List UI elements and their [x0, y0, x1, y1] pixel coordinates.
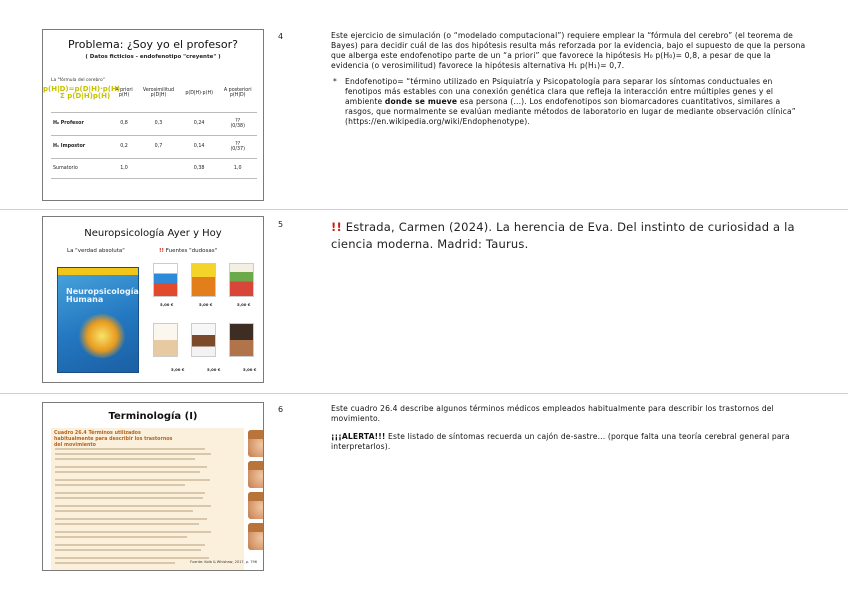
text-line — [55, 505, 211, 507]
text-line — [55, 557, 209, 559]
notes-paragraph: Este ejercicio de simulación (o “modelado computacional”) requiere emplear la “fórmula del cerebro” (el teorema de Bayes) para decidir cuál de las dos hipótesis resulta más reforzada por la evidencia, bajo el supuesto de que la persona que alberga este endofenotipo parte de un “a priori” que favorece la hipótesis H₀ p(H₀)= 0,8, a pesar de que la evidencia (o verosimilitud) favorece la hipótesis alternativa H₁ p(H₁)= 0,7. — [331, 31, 806, 70]
book-cover-thumbnail — [229, 323, 254, 357]
text-line — [55, 562, 175, 564]
slide-separator — [0, 393, 848, 394]
formula-label: La "fórmula del cerebro" — [51, 78, 105, 83]
notes-alert — [331, 432, 801, 452]
table-cell: 0,14 — [180, 135, 219, 158]
slide-subtitle: ( Datos ficticios - endofenotipo "creyente" ) — [85, 54, 221, 60]
price-label: 5,00 € — [243, 367, 257, 372]
text-line — [55, 453, 211, 455]
price-label: 5,00 € — [160, 302, 174, 307]
table-cell: 0,2 — [111, 135, 137, 158]
cover-band — [58, 268, 138, 275]
face-photo — [248, 461, 264, 488]
text-line — [55, 458, 195, 460]
text-line — [55, 549, 201, 551]
row-label: Sumatorio — [51, 158, 111, 178]
footnote-star: * — [333, 77, 337, 86]
bayes-formula-image: p(H|D)=p(D|H)·p(H) Σ p(D|H)p(H) — [43, 85, 121, 100]
column-header: A posteriori p(H|D) — [218, 75, 257, 112]
text-line — [55, 544, 205, 546]
price-label: 5,00 € — [207, 367, 221, 372]
price-label: 5,00 € — [171, 367, 185, 372]
row-label: H₁ Impostor — [51, 135, 111, 158]
table-cell: 0,38 — [180, 158, 219, 178]
slide-number: 5 — [278, 220, 284, 229]
text-line — [55, 448, 205, 450]
brain-glow-image — [78, 314, 126, 358]
table-cell: 0,7 — [137, 135, 180, 158]
face-photo — [248, 430, 264, 457]
text-line — [55, 536, 187, 538]
footnote-text: Endofenotipo= “término utilizado en Psiquiatría y Psicopatología para separar los síntomas conductuales en fenotipos más estables con una conexión genética clara que refleja la interacción entre múltiples genes y el ambiente — [345, 77, 774, 106]
book-cover-thumbnail — [191, 263, 216, 297]
price-label: 5,00 € — [199, 302, 213, 307]
alert-text: Este listado de síntomas recuerda un cajón de-sastre... (porque falta una teoría cerebral general para interpretarlos). — [331, 432, 790, 451]
book-cover-thumbnail — [191, 323, 216, 357]
face-photo — [248, 523, 264, 550]
slide-notes — [331, 31, 811, 127]
bayes-table — [43, 75, 257, 179]
slide-title: Neuropsicología Ayer y Hoy — [84, 228, 222, 239]
slide-title: Problema: ¿Soy yo el profesor? — [68, 38, 238, 51]
slide-title: Terminología (I) — [108, 411, 198, 422]
textbook-cover-image — [57, 267, 139, 373]
table-cell: 0,24 — [180, 112, 219, 135]
table-cell: ?? (0/37) — [218, 135, 257, 158]
footnote-bold: donde se mueve — [384, 97, 458, 106]
slide-number: 6 — [278, 405, 284, 414]
face-photo — [248, 492, 264, 519]
warning-mark: !! — [159, 248, 165, 254]
book-cover-thumbnail — [153, 323, 178, 357]
slide-number: 4 — [278, 32, 284, 41]
slide-thumbnail[interactable] — [42, 402, 264, 571]
notes-paragraph: Este cuadro 26.4 describe algunos términos médicos empleados habitualmente para describir los trastornos del movimiento. — [331, 404, 774, 423]
text-line — [55, 497, 203, 499]
text-line — [55, 466, 207, 468]
table-cell — [137, 158, 180, 178]
terms-table-image — [51, 428, 244, 571]
book-title: Neuropsicología Humana — [66, 287, 139, 304]
notes-reference: Estrada, Carmen (2024). La herencia de Eva. Del instinto de curiosidad a la ciencia moderna. Madrid: Taurus. — [331, 220, 795, 251]
column-header: A priori p(H) — [111, 75, 137, 112]
table-cell: 1,0 — [111, 158, 137, 178]
notes-footnote — [331, 77, 811, 127]
alert-label: ¡¡¡ALERTA!!! — [331, 432, 386, 441]
footnote-text-end: esa persona (...). Los endofenotipos son biomarcadores cuantitativos, similares a rasgos, que normalmente se evalúan mediante métodos de laboratorio en lugar de mediante observación clínica” (https://en.wikipedia.org/wiki/Endophenotype). — [345, 97, 796, 126]
table-cell: ?? (0/38) — [218, 112, 257, 135]
text-line — [55, 471, 200, 473]
text-line — [55, 518, 207, 520]
column-header: Verosimilitud p(D|H) — [137, 75, 180, 112]
slide-notes — [331, 404, 801, 452]
text-line — [55, 479, 210, 481]
table-heading: Cuadro 26.4 Términos utilizados habitualmente para describir los trastornos del movimiento — [54, 431, 173, 448]
left-caption: La "verdad absoluta" — [67, 248, 125, 254]
slide-thumbnail[interactable] — [42, 216, 264, 383]
book-cover-thumbnail — [229, 263, 254, 297]
formula-cell — [43, 75, 121, 112]
right-caption-text: Fuentes "dudosas" — [164, 248, 218, 254]
warning-mark: !! — [331, 220, 342, 234]
right-caption — [159, 248, 217, 254]
slide-notes — [331, 219, 815, 253]
text-line — [55, 484, 185, 486]
text-line — [55, 531, 211, 533]
text-line — [55, 492, 205, 494]
text-line — [55, 510, 193, 512]
source-caption: Fuente: Kolb & Whishaw, 2017, p. 796 — [190, 560, 257, 564]
slide-thumbnail[interactable] — [42, 29, 264, 201]
book-cover-thumbnail — [153, 263, 178, 297]
table-cell: 0,3 — [137, 112, 180, 135]
table-cell: 0,8 — [111, 112, 137, 135]
price-label: 5,00 € — [237, 302, 251, 307]
table-cell: 1,0 — [218, 158, 257, 178]
column-header: p(D|H)·p(H) — [180, 75, 219, 112]
slide-separator — [0, 209, 848, 210]
text-line — [55, 523, 199, 525]
row-label: H₀ Profesor — [51, 112, 111, 135]
